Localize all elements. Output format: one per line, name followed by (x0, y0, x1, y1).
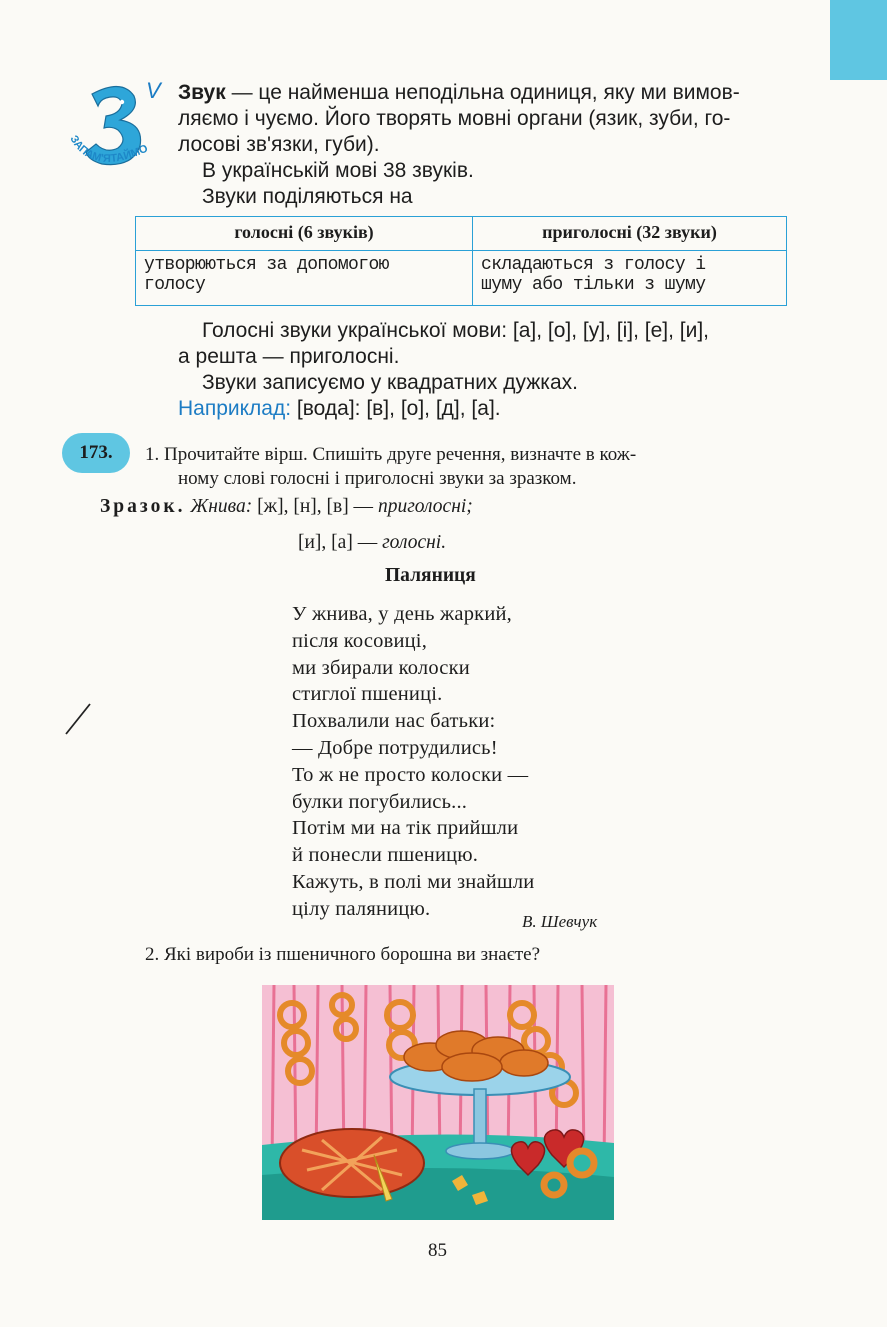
rule-line-5: Звуки поділяються на (202, 185, 413, 208)
task2: 2. Які вироби із пшеничного борошна ви знаєте? (145, 944, 541, 965)
poem-line: — Добре потрудились! (292, 736, 498, 759)
vowels-header: голосні (6 звуків) (136, 217, 473, 251)
page-number: 85 (428, 1240, 447, 1261)
rule-line-4: В українській мові 38 звуків. (202, 159, 474, 182)
consonants-header: приголосні (32 звуки) (473, 217, 787, 251)
consonants-desc (473, 251, 787, 306)
vowels-line-3: Звуки записуємо у квадратних дужках. (202, 371, 578, 394)
sample-line-2 (298, 532, 446, 554)
consonants-desc-line-1: складаються з голосу і (481, 255, 706, 275)
sounds-table (135, 216, 787, 306)
exercise-number-badge: 173. (62, 433, 130, 473)
task1-line-1: 1. Прочитайте вірш. Спишіть друге речення, визначте в кож- (145, 444, 637, 465)
poem-line: Потім ми на тік прийшли (292, 817, 519, 840)
sample-vowels: [и], [а] — (298, 532, 383, 553)
pencil-mark (62, 700, 92, 740)
example-label: Наприклад: (178, 397, 292, 420)
poem-line: То ж не просто колоски — (292, 763, 529, 786)
poem-line: після косовиці, (292, 629, 428, 652)
example-line (178, 396, 501, 422)
rule-line-2: ляємо і чуємо. Його творять мовні органи (язик, зуби, го- (178, 107, 731, 130)
task1-line-2: ному слові голосні і приголосні звуки за зразком. (178, 468, 577, 489)
poem-line: Похвалили нас батьки: (292, 710, 496, 733)
bakery-illustration (262, 985, 614, 1220)
consonants-desc-line-2: шуму або тільки з шуму (481, 275, 706, 295)
sample-consonants-label: приголосні; (377, 496, 473, 517)
poem-line: булки погубились... (292, 790, 468, 813)
vowels-desc-line-1: утворюються за допомогою (144, 255, 389, 275)
sample-consonants: [ж], [н], [в] — (252, 496, 378, 517)
sample-word: Жнива: (190, 496, 253, 517)
sample-line-1 (100, 496, 473, 518)
rule-line-1-text: — це найменша неподільна одиниця, яку ми вимов- (225, 81, 740, 104)
poem (292, 601, 534, 923)
check-mark: V (146, 78, 161, 103)
rule-line-1 (178, 80, 740, 106)
example-value: [вода]: [в], [о], [д], [а]. (291, 397, 501, 420)
poem-author: В. Шевчук (522, 912, 598, 931)
vowels-line-2: а решта — приголосні. (178, 345, 400, 368)
vowels-desc-line-2: голосу (144, 275, 206, 295)
poem-line: У жнива, у день жаркий, (292, 603, 512, 625)
poem-line: й понесли пшеницю. (292, 844, 479, 867)
vowels-line-1: Голосні звуки української мови: [а], [о], [у], [і], [е], [и], (202, 319, 710, 342)
page-corner-tab (830, 0, 887, 80)
vowels-desc (136, 251, 473, 306)
poem-title: Паляниця (385, 565, 476, 586)
poem-line: цілу паляницю. (292, 897, 431, 920)
sample-vowels-label: голосні. (382, 532, 447, 553)
rule-line-3: лосові зв'язки, губи). (178, 133, 380, 156)
rule-term: Звук (178, 81, 226, 104)
poem-line: стиглої пшениці. (292, 683, 443, 706)
poem-line: ми збирали колоски (292, 656, 470, 679)
badge-caption: ЗАПАМ'ЯТАЙМО (67, 133, 150, 165)
poem-line: Кажуть, в полі ми знайшли (292, 870, 535, 893)
sample-label: Зразок. (100, 496, 186, 517)
